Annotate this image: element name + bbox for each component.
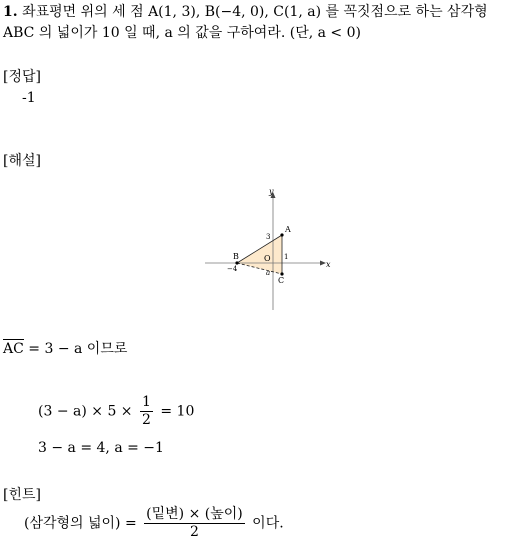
segment-ac-notation: AC xyxy=(3,341,24,357)
equation-1-left: (3 − a) × 5 × xyxy=(38,403,137,420)
solution-line-ac-rest: = 3 − a 이므로 xyxy=(23,341,128,357)
equation-1-fraction xyxy=(140,394,153,429)
coordinate-graph xyxy=(200,185,340,315)
point-a xyxy=(280,233,283,236)
solution-equation-2: 3 − a = 4, a = −1 xyxy=(38,440,164,456)
x-axis-label: x xyxy=(326,260,331,269)
solution-equation-1 xyxy=(38,394,194,429)
hint-formula-left: (삼각형의 넓이) = xyxy=(24,515,142,532)
triangle-shade xyxy=(237,235,282,274)
point-c-label: C xyxy=(278,276,285,285)
problem-text-line-2: ABC 의 넓이가 10 일 때, a 의 값을 구하여라. (단, a < 0) xyxy=(3,25,361,41)
problem-text-line-1: 좌표평면 위의 세 점 A(1, 3), B(−4, 0), C(1, a) 를 꼭짓점으로 하는 삼각형 xyxy=(22,4,488,20)
problem-line-1 xyxy=(3,1,488,21)
solution-line-ac xyxy=(3,338,127,358)
hint-heading: [힌트] xyxy=(3,487,41,503)
y-axis-label: y xyxy=(269,187,274,196)
problem-number: 1. xyxy=(3,4,18,20)
point-a-label: A xyxy=(285,225,291,234)
hint-fraction-numerator: (밑변) × (높이) xyxy=(146,506,243,522)
equation-1-right: = 10 xyxy=(155,403,195,420)
solution-heading: [해설] xyxy=(3,153,41,169)
hint-formula-right: 이다. xyxy=(247,515,284,532)
equation-1-fraction-numerator: 1 xyxy=(141,394,151,410)
origin-label: O xyxy=(264,254,271,263)
tick-y3-label: 3 xyxy=(266,233,271,241)
point-b-label: B xyxy=(233,252,239,261)
answer-value: -1 xyxy=(22,90,36,106)
equation-1-fraction-denominator: 2 xyxy=(141,412,151,428)
answer-heading: [정답] xyxy=(3,69,41,85)
hint-fraction-denominator: 2 xyxy=(189,524,199,540)
tick-a-label: a xyxy=(266,269,271,277)
tick-x-neg4-label: −4 xyxy=(227,265,238,273)
tick-x1-label: 1 xyxy=(284,253,289,261)
